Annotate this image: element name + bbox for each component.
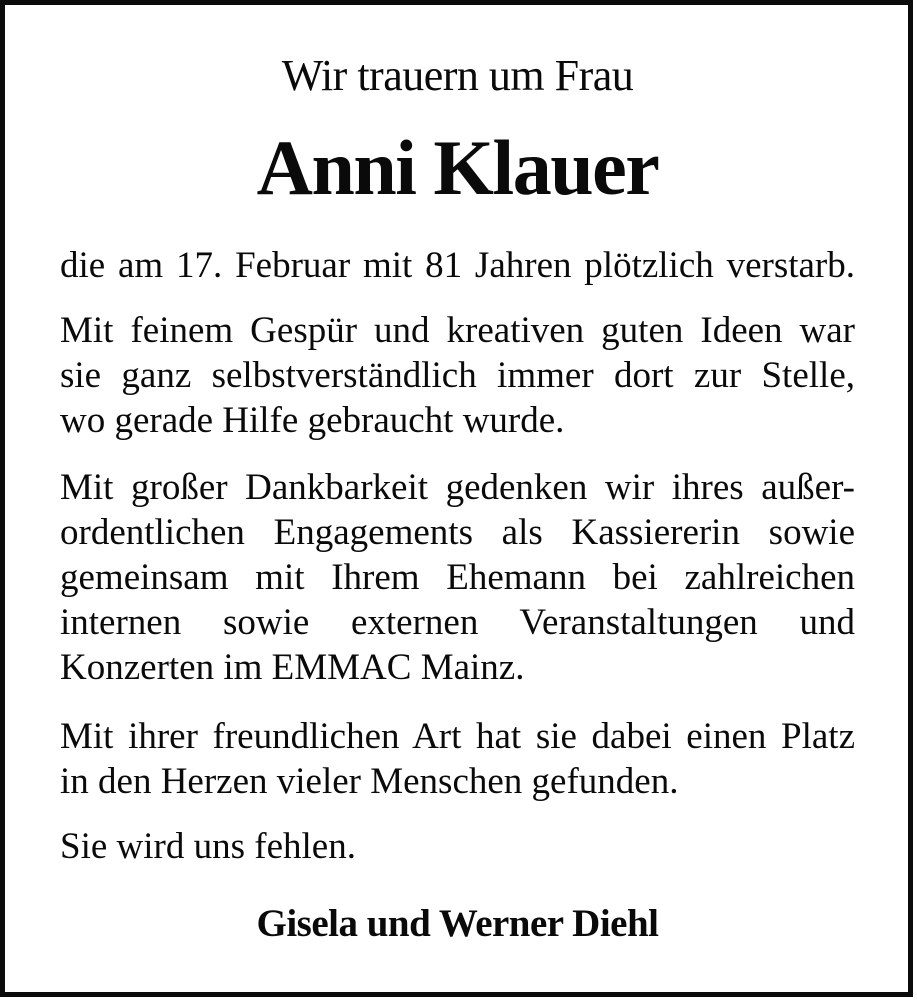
paragraph-3 xyxy=(60,714,855,804)
mourning-intro-line: Wir trauern um Frau xyxy=(281,51,634,100)
farewell-line: Sie wird uns fehlen. xyxy=(60,826,356,867)
deceased-name: Anni Klauer xyxy=(256,124,659,211)
paragraph-1-line-3: wo gerade Hilfe gebraucht wurde. xyxy=(60,400,565,441)
death-date-line: die am 17. Februar mit 81 Jahren plötzlich verstarb. xyxy=(60,245,855,286)
paragraph-2-line-3: gemeinsam mit Ihrem Ehemann bei zahlreichen xyxy=(60,557,855,598)
paragraph-2-line-2: ordentlichen Engagements als Kassiererin sowie xyxy=(60,512,855,553)
paragraph-2-line-5: Konzerten im EMMAC Mainz. xyxy=(60,647,525,688)
paragraph-3-line-2: in den Herzen vieler Menschen gefunden. xyxy=(60,761,679,802)
paragraph-1-line-1: Mit feinem Gespür und kreativen guten Ideen war xyxy=(60,310,855,351)
paragraph-3-line-1: Mit ihrer freundlichen Art hat sie dabei einen Platz xyxy=(60,716,855,757)
notice-content xyxy=(5,51,908,1000)
paragraph-2-line-1: Mit großer Dankbarkeit gedenken wir ihres außer- xyxy=(60,467,855,508)
paragraph-2 xyxy=(60,465,855,690)
paragraph-2-line-4: internen sowie externen Veranstaltungen und xyxy=(60,602,855,643)
mourners-signature: Gisela und Werner Diehl xyxy=(256,902,659,945)
paragraph-1 xyxy=(60,308,855,443)
paragraph-1-line-2: sie ganz selbstverständlich immer dort zur Stelle, xyxy=(60,355,855,396)
